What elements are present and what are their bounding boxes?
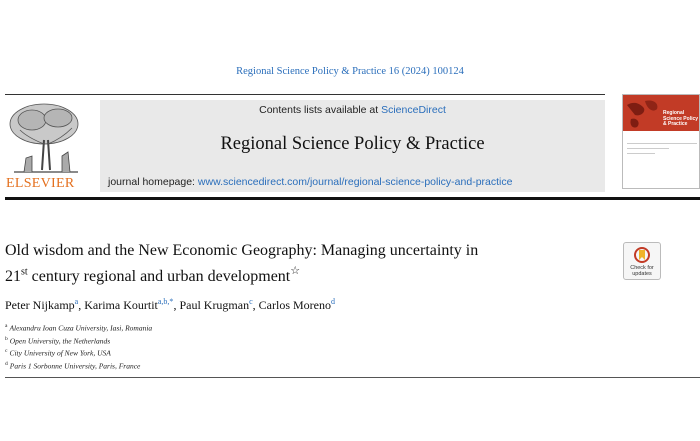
check-for-updates-label: Check for updates [630, 265, 654, 277]
affiliation-text: City University of New York, USA [9, 348, 111, 358]
journal-homepage-link[interactable]: www.sciencedirect.com/journal/regional-science-policy-and-practice [197, 176, 513, 188]
author-name[interactable]: Paul Krugman [179, 298, 250, 312]
affiliation-item [5, 321, 152, 334]
author-affiliation-marks[interactable]: d [330, 297, 335, 306]
affiliation-item [5, 359, 152, 372]
affiliation-item [5, 334, 152, 347]
sciencedirect-link[interactable]: ScienceDirect [381, 104, 446, 116]
author-affiliation-marks[interactable]: a [74, 297, 79, 306]
affiliation-mark: c [5, 348, 8, 354]
author-name[interactable]: Karima Kourtit [84, 298, 158, 312]
author-separator: , [252, 298, 259, 312]
header-divider [5, 197, 700, 200]
affiliation-mark: d [5, 360, 8, 367]
affiliation-mark: a [5, 323, 8, 329]
author-separator: , [173, 298, 180, 312]
title-footnote-star[interactable]: ☆ [290, 265, 301, 277]
affiliation-text: Open University, the Netherlands [9, 336, 111, 345]
affiliation-text: Paris 1 Sorbonne University, Paris, France [9, 361, 141, 370]
check-for-updates-icon [633, 246, 651, 264]
author-affiliation-marks[interactable]: a,b,* [157, 297, 174, 306]
author-name[interactable]: Carlos Moreno [258, 298, 331, 312]
affiliation-list [5, 321, 152, 371]
contents-prefix: Contents lists available at [259, 104, 382, 116]
cover-text-lines [627, 143, 697, 158]
homepage-line [108, 176, 512, 188]
title-part-1: Old wisdom and the New Economic Geography: Managing uncertainty in [5, 242, 479, 259]
journal-masthead [100, 100, 605, 192]
homepage-prefix: journal homepage: [108, 176, 198, 188]
affiliation-mark: b [5, 335, 8, 342]
title-century-number: 21 [5, 268, 21, 285]
top-divider [5, 94, 605, 95]
author-name[interactable]: Peter Nijkamp [5, 298, 75, 312]
journal-title: Regional Science Policy & Practice [220, 134, 485, 154]
title-part-2: century regional and urban development [27, 268, 291, 285]
author-separator: , [78, 298, 85, 312]
journal-cover-thumbnail[interactable] [622, 94, 700, 189]
cover-title: Regional Science Policy & Practice [663, 110, 699, 127]
elsevier-wordmark[interactable]: ELSEVIER [6, 176, 75, 191]
author-list [5, 297, 335, 313]
affiliation-text: Alexandru Ioan Cuza University, Iasi, Romania [9, 323, 153, 333]
contents-line [100, 104, 605, 116]
check-for-updates-button[interactable] [623, 242, 661, 280]
section-divider [5, 377, 700, 378]
affiliation-item [5, 346, 152, 359]
journal-citation[interactable]: Regional Science Policy & Practice 16 (2024) 100124 [236, 66, 464, 77]
title-century-suffix: st [21, 266, 28, 278]
article-title [5, 240, 605, 287]
author-affiliation-marks[interactable]: c [249, 297, 253, 306]
